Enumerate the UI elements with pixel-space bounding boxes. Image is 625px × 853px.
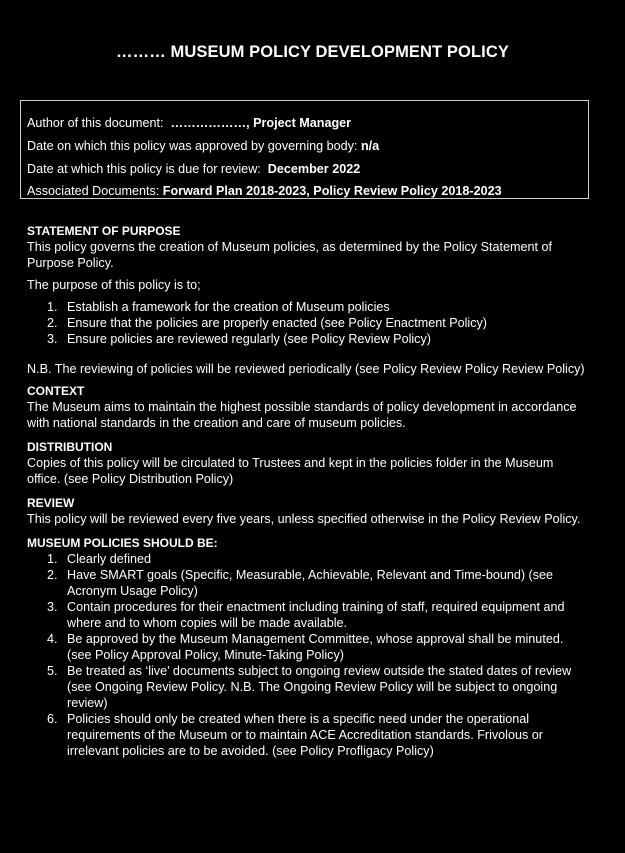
associated-docs-value: Forward Plan 2018-2023, Policy Review Policy 2018-2023 [162,184,502,198]
author-row [27,115,351,131]
list-item: 5. Be treated as ‘live’ documents subject to ongoing review outside the stated dates of review (see Ongoing Review Policy. N.B. The Ongoing Review Policy will be subject to ongoing review) [47,664,572,710]
policy-body [27,223,587,759]
associated-docs-row [27,183,502,199]
review-date-row [27,161,360,177]
approved-value: n/a [360,139,380,153]
list-item: 4. Be approved by the Museum Management Committee, whose approval shall be minuted. (see Policy Approval Policy, Minute-Taking Policy) [47,632,564,662]
review-date-value: December 2022 [267,162,361,176]
purpose-intro: The purpose of this policy is to; [27,278,201,292]
document-info-box [20,100,589,199]
purpose-list [27,299,587,347]
list-item: 3. Contain procedures for their enactment including training of staff, required equipment and where and to whom copies will be made available. [47,600,565,630]
review-heading: REVIEW [27,496,75,510]
policies-list [27,551,587,759]
context-text: The Museum aims to maintain the highest possible standards of policy development in accordance with national standards in the creation and care of museum policies. [27,400,577,430]
page-title: ……… MUSEUM POLICY DEVELOPMENT POLICY [116,43,509,61]
approved-label: Date on which this policy was approved by governing body: [27,139,358,153]
context-heading: CONTEXT [27,384,85,398]
list-item: 1. Clearly defined [47,552,152,566]
review-date-label: Date at which this policy is due for review: [27,162,261,176]
list-item: 6. Policies should only be created when there is a specific need under the operational requirements of the Museum or to maintain ACE Accreditation standards. Frivolous or irrelevant policies are to be avoided. (see Policy Profligacy Policy) [47,712,543,758]
list-item: 2. Have SMART goals (Specific, Measurable, Achievable, Relevant and Time-bound) (see Acronym Usage Policy) [47,568,554,598]
list-item: 3. Ensure policies are reviewed regularly (see Policy Review Policy) [47,332,431,346]
author-label: Author of this document: [27,116,164,130]
review-note: N.B. The reviewing of policies will be reviewed periodically (see Policy Review Policy Review Policy) [27,362,585,376]
list-item: 1. Establish a framework for the creation of Museum policies [47,300,390,314]
associated-docs-label: Associated Documents: [27,184,160,198]
distribution-heading: DISTRIBUTION [27,440,113,454]
list-item: 2. Ensure that the policies are properly enacted (see Policy Enactment Policy) [47,316,488,330]
approved-row [27,138,379,154]
review-text: This policy will be reviewed every five years, unless specified otherwise in the Policy Review Policy. [27,512,581,526]
policies-heading: MUSEUM POLICIES SHOULD BE: [27,536,218,550]
author-value: ………………, Project Manager [170,116,352,130]
distribution-text: Copies of this policy will be circulated to Trustees and kept in the policies folder in the Museum office. (see Policy Distribution Policy) [27,456,554,486]
purpose-heading: STATEMENT OF PURPOSE [27,224,181,238]
purpose-text: This policy governs the creation of Museum policies, as determined by the Policy Statement of Purpose Policy. [27,240,552,270]
